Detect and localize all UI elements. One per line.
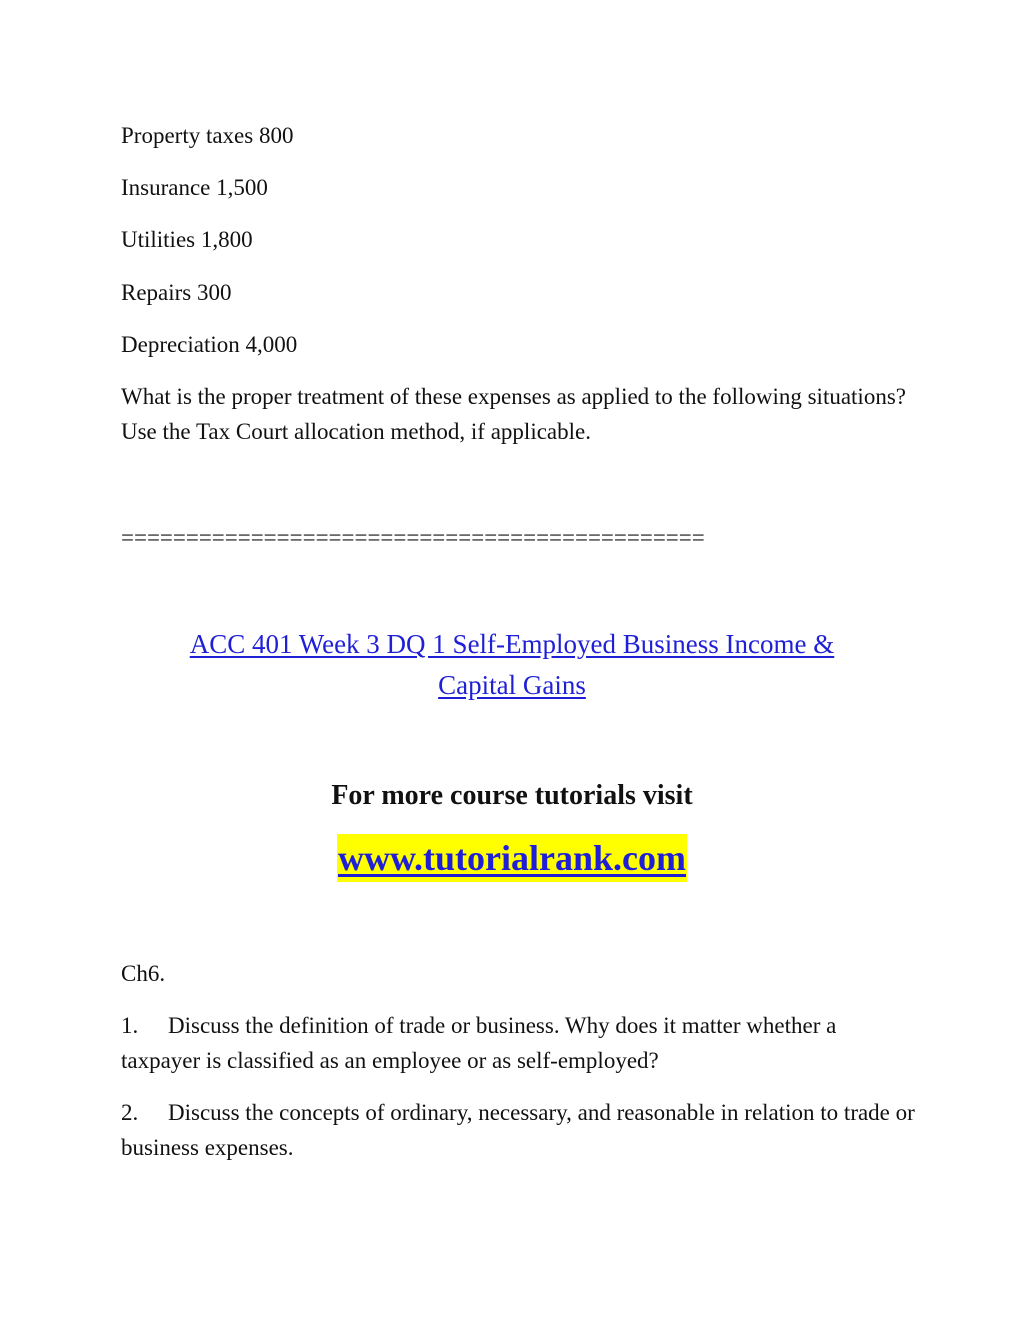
question-item-2	[121, 1095, 921, 1165]
question-item-2-text: Discuss the concepts of ordinary, necessary, and reasonable in relation to trade or business expenses.	[121, 1100, 915, 1160]
course-link-block	[0, 624, 1024, 706]
expense-line-insurance: Insurance 1,500	[121, 175, 268, 200]
question-item-1	[121, 1008, 921, 1078]
separator-line: =============================================	[121, 525, 705, 550]
chapter-title: Ch6.	[121, 961, 166, 986]
course-title-link-line1[interactable]: ACC 401 Week 3 DQ 1 Self-Employed Business Income &	[189, 629, 835, 659]
tutorialrank-site-link[interactable]: www.tutorialrank.com	[337, 834, 687, 882]
question-item-1-number: 1.	[121, 1013, 139, 1038]
expense-line-utilities: Utilities 1,800	[121, 227, 253, 252]
question-item-2-number: 2.	[121, 1100, 139, 1125]
course-title-link-line2[interactable]: Capital Gains	[438, 670, 586, 700]
expense-line-depreciation: Depreciation 4,000	[121, 332, 298, 357]
visit-heading: For more course tutorials visit	[331, 780, 693, 811]
site-link-container	[0, 834, 1024, 882]
question-paragraph: What is the proper treatment of these expenses as applied to the following situations? Use the Tax Court allocation method, if applicable.	[121, 384, 906, 444]
question-item-1-text: Discuss the definition of trade or business. Why does it matter whether a taxpayer is classified as an employee or as self-employed?	[121, 1013, 837, 1073]
expense-line-property-taxes: Property taxes 800	[121, 123, 294, 148]
expense-line-repairs: Repairs 300	[121, 280, 232, 305]
